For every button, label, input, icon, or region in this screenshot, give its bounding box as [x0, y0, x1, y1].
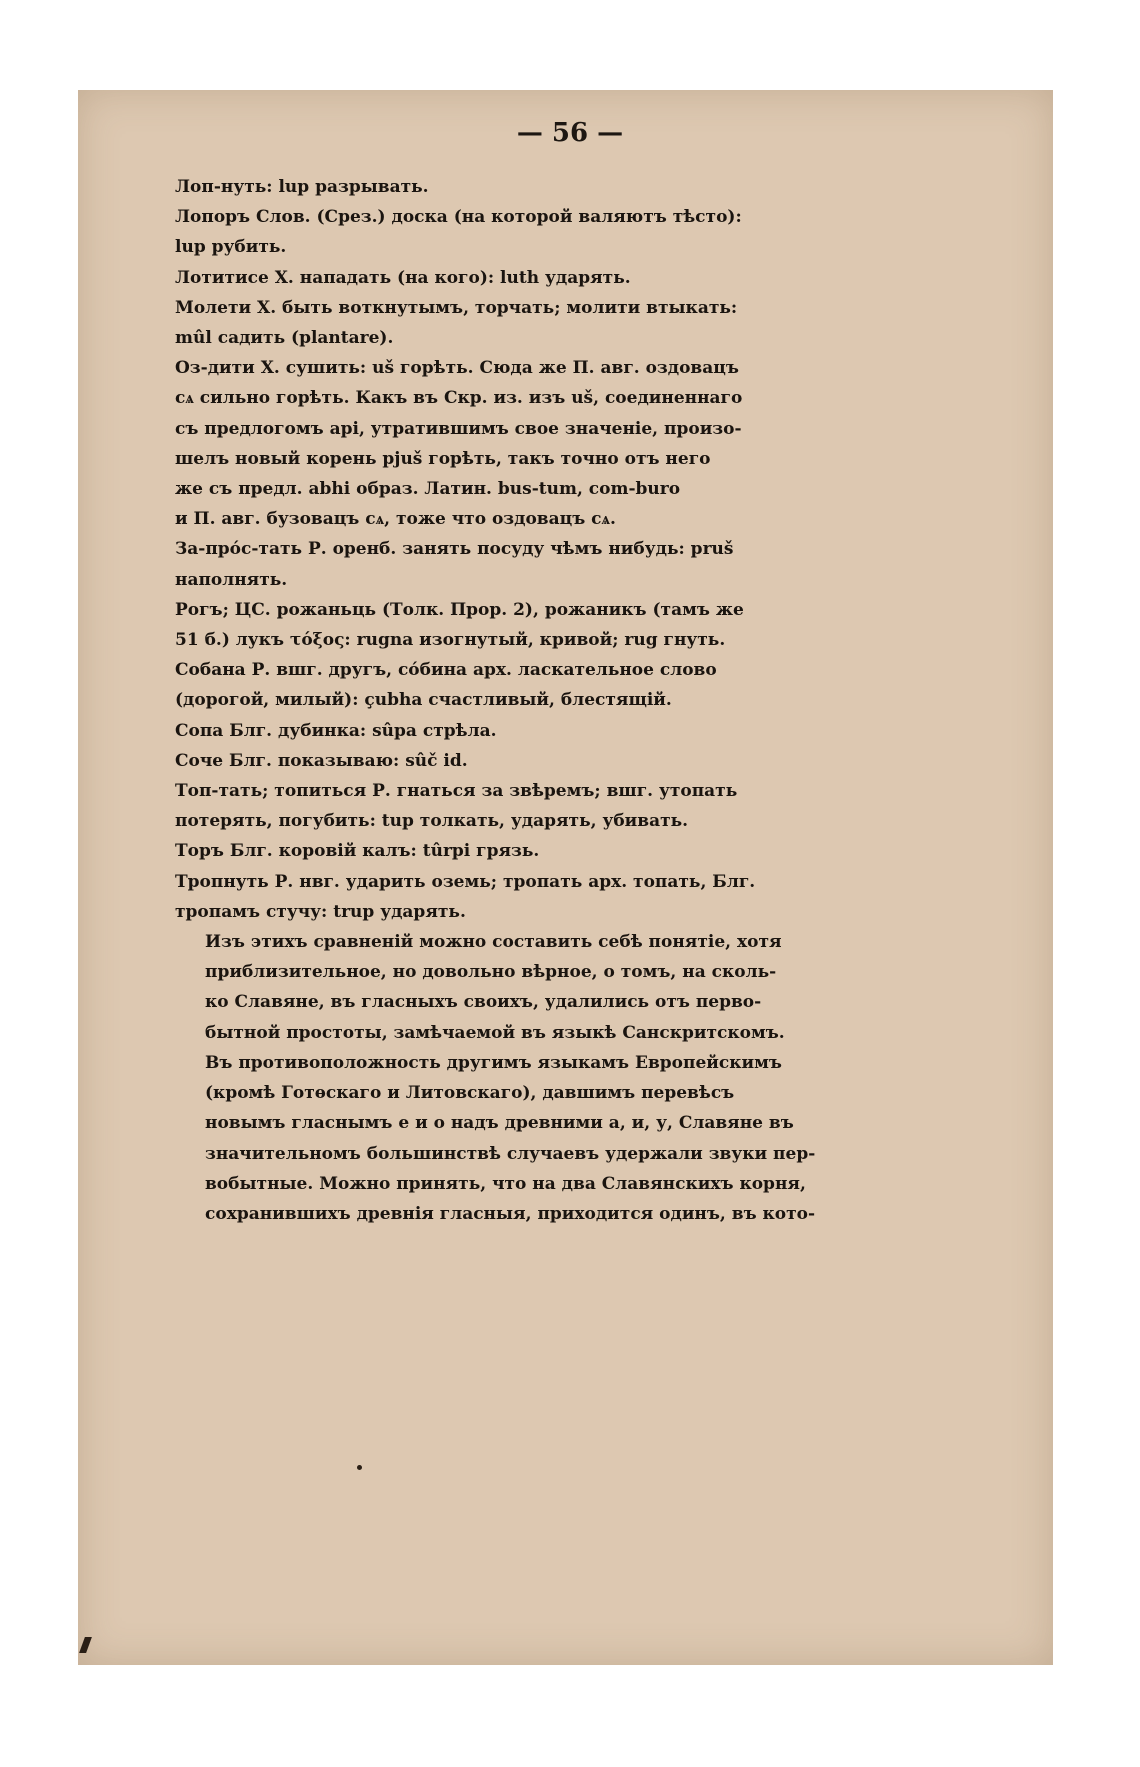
dictionary-entry [175, 655, 935, 715]
ink-dot [357, 1465, 362, 1470]
dictionary-entry [175, 867, 935, 927]
entry-line: тропамъ стучу: trup ударять. [175, 901, 466, 922]
dictionary-entry [175, 836, 935, 866]
entry-line: Торъ Блг. коровій калъ: tûrpi грязь. [175, 841, 540, 862]
entry-line: сѧ сильно горѣть. Какъ въ Скр. из. изъ uš, соединеннаго [175, 388, 743, 409]
paragraph-line: сохранившихъ древнія гласныя, приходится одинъ, въ кото- [205, 1203, 816, 1224]
entry-line: Лопоръ Слов. (Срез.) доска (на которой валяютъ тѣсто): [175, 207, 742, 228]
entry-line: и П. авг. бузовацъ сѧ, тоже что оздовацъ сѧ. [175, 509, 616, 530]
dictionary-entry [175, 293, 935, 353]
page-number: — 56 — [516, 118, 624, 148]
entry-line: шелъ новый корень pjuš горѣть, такъ точно отъ него [175, 448, 711, 469]
entry-line: За-про́с-тать Р. оренб. занять посуду чѣмъ нибудь: pruš [175, 539, 734, 560]
entry-line: Молети Х. быть воткнутымъ, торчать; молити втыкать: [175, 297, 738, 318]
paragraph-line: новымъ гласнымъ е и о надъ древними а, и, у, Славяне въ [205, 1113, 794, 1134]
entry-line: Собана Р. вшг. другъ, со́бина арх. ласкательное слово [175, 660, 717, 681]
entry-line: Оз-дити Х. сушить: uš горѣть. Сюда же П. авг. оздовацъ [175, 358, 739, 379]
entry-line: Лотитисе Х. нападать (на кого): luth ударять. [175, 267, 631, 288]
paragraph-line: Изъ этихъ сравненій можно составить себѣ понятіе, хотя [205, 932, 782, 953]
entry-line: Топ-тать; топиться Р. гнаться за звѣремъ; вшг. утопать [175, 781, 738, 802]
entry-line: Тропнуть Р. нвг. ударить оземь; тропать арх. топать, Блг. [175, 871, 756, 892]
entry-line: mûl садить (plantare). [175, 328, 394, 349]
dictionary-entry [175, 716, 935, 746]
entry-line: Рогъ; ЦС. рожаньць (Толк. Прор. 2), рожаникъ (тамъ же [175, 599, 744, 620]
paragraph-line: значительномъ большинствѣ случаевъ удержали звуки пер- [205, 1143, 816, 1164]
dictionary-entry [175, 534, 935, 594]
paragraph-line: (кромѣ Готѳскаго и Литовскаго), давшимъ перевѣсъ [205, 1083, 735, 1104]
entry-line: (дорогой, милый): çubha счастливый, блестящій. [175, 690, 672, 711]
entry-line: съ предлогомъ api, утратившимъ свое значеніе, произо- [175, 418, 742, 439]
dictionary-entry [175, 202, 935, 262]
entry-line: lup рубить. [175, 237, 287, 258]
entry-line: потерять, погубить: tup толкать, ударять, убивать. [175, 811, 689, 832]
entry-line: Соче Блг. показываю: sûč id. [175, 750, 468, 771]
dictionary-entry [175, 746, 935, 776]
dictionary-entry [175, 595, 935, 655]
dictionary-entry [175, 776, 935, 836]
paragraph-line: приблизительное, но довольно вѣрное, о томъ, на сколь- [205, 962, 777, 983]
dictionary-entry [175, 353, 935, 534]
paragraph-line: бытной простоты, замѣчаемой въ языкѣ Санскритскомъ. [205, 1022, 785, 1043]
paragraph-line: вобытные. Можно принять, что на два Славянскихъ корня, [205, 1173, 806, 1194]
entry-line: наполнять. [175, 569, 288, 590]
dictionary-entry [175, 263, 935, 293]
paragraph-line: Въ противоположность другимъ языкамъ Европейскимъ [205, 1052, 782, 1073]
paragraph-line: ко Славяне, въ гласныхъ своихъ, удалились отъ перво- [205, 992, 762, 1013]
entry-line: Лоп-нуть: lup разрывать. [175, 177, 429, 197]
body-text [175, 172, 935, 1229]
entry-line: же съ предл. abhi образ. Латин. bus-tum, com-buro [175, 479, 681, 500]
commentary-paragraph [175, 927, 935, 1229]
entry-line: Сопа Блг. дубинка: sûpa стрѣла. [175, 720, 497, 741]
entry-line: 51 б.) лукъ τόξος: rugna изогнутый, кривой; rug гнуть. [175, 630, 726, 651]
dictionary-entry [175, 172, 935, 202]
dictionary-entries [175, 172, 935, 927]
